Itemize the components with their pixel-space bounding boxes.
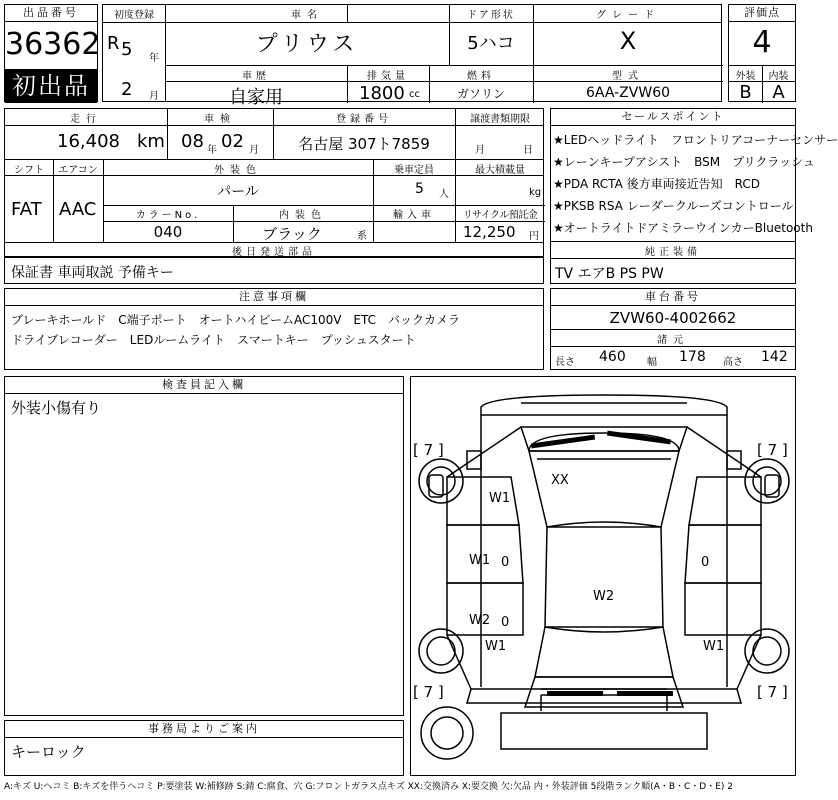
lot-box (4, 4, 101, 102)
tire-rl: [ 7 ] (413, 683, 444, 701)
load-unit: kg (529, 187, 542, 198)
car-name-label: 車名 (291, 10, 323, 21)
hei-label: 高さ (723, 357, 743, 368)
width: 178 (679, 349, 706, 365)
zero-mark-2: 0 (501, 615, 510, 630)
notes-line1: ブレーキホールド C端子ポート オートハイビームAC100V ETC バックカメラ (11, 313, 461, 327)
doc-label: 譲渡書類期限 (470, 114, 530, 125)
color-no: 040 (153, 223, 183, 241)
dims-label: 諸元 (657, 335, 689, 346)
first-listing-badge: 初出品 (5, 69, 97, 103)
model-label: 型式 (612, 71, 644, 82)
zero-mark-1: 0 (501, 555, 510, 570)
int-label: 内装 (768, 71, 789, 82)
lot-label: 出品番号 (5, 5, 97, 22)
ext-color-label: 外装色 (214, 165, 262, 176)
lot-number: 36362 (5, 27, 101, 62)
mileage: 16,408 (57, 131, 120, 152)
sales-point-item: ★レーンキープアシスト BSM プリクラッシュ (553, 155, 815, 169)
notes-label: 注意事項欄 (5, 289, 543, 306)
lf-door-mark: W1 (469, 553, 491, 568)
first-reg-year: 5 (121, 39, 133, 60)
tire-rr: [ 7 ] (757, 683, 788, 701)
mileage-label: 走行 (70, 114, 102, 125)
door-type: 5ハコ (467, 33, 515, 54)
capacity-unit: 人 (439, 189, 449, 200)
fuel-label: 燃料 (467, 71, 495, 82)
chassis-number: ZVW60-4002662 (609, 309, 737, 327)
recycle: 12,250 (463, 223, 516, 241)
roof-mark: W2 (593, 589, 615, 604)
year-unit: 年 (149, 53, 159, 64)
recycle-unit: 円 (529, 231, 539, 242)
height: 142 (761, 349, 788, 365)
chassis-box (550, 288, 796, 370)
later-parts-box (4, 256, 544, 284)
genuine-equipment: TV エアB PS PW (555, 266, 664, 282)
mileage-unit: km (137, 131, 165, 152)
int-color-unit: 系 (357, 231, 367, 242)
history-label: 車歴 (242, 71, 270, 82)
ext-grade: B (739, 82, 752, 103)
displacement-unit: cc (409, 89, 420, 100)
len-label: 長さ (555, 357, 575, 368)
door-label: ドア形状 (467, 10, 515, 21)
capacity: 5 (415, 181, 424, 197)
insp-year-unit: 年 (207, 145, 217, 156)
grade: X (619, 27, 637, 55)
later-parts-label: 後日発送部品 (232, 247, 316, 258)
history: 自家用 (229, 87, 283, 108)
month-unit: 月 (149, 91, 159, 102)
length: 460 (599, 349, 626, 365)
ext-label: 外装 (735, 71, 756, 82)
tire-fr: [ 7 ] (757, 441, 788, 459)
inspector-box (4, 376, 404, 716)
score: 4 (752, 25, 772, 60)
score-label: 評価点 (729, 5, 795, 22)
score-box (728, 4, 796, 102)
lf-fender-mark: W1 (489, 491, 511, 506)
ac: AAC (59, 199, 97, 220)
spec-box (4, 108, 544, 258)
reg-label: 登録番号 (336, 114, 392, 125)
import-label: 輸入車 (393, 210, 435, 221)
legend: A:キズ U:ヘコミ B:キズを伴うヘコミ P:要塗装 W:補修跡 S:錆 C:腐食、穴 G:フロントガラス点キズ XX:交換済み X:要交換 欠:欠品 内・外装評価 5段階ランク順(A・B・C・D・E) 2 (4, 782, 734, 792)
ext-color: パール (217, 184, 259, 200)
model: 6AA-ZVW60 (585, 85, 671, 101)
sales-point-item: ★PDA RCTA 後方車両接近告知 RCD (553, 177, 760, 191)
displacement: 1800 (359, 83, 405, 104)
wid-label: 幅 (647, 357, 657, 368)
doc-day-unit: 日 (523, 145, 533, 156)
damage-diagram (410, 376, 796, 776)
int-grade: A (772, 82, 785, 103)
color-no-label: カラーNo. (135, 210, 201, 221)
inspector-label: 検査員記入欄 (5, 377, 403, 394)
tire-fl: [ 7 ] (413, 441, 444, 459)
insp-year: 08 (181, 131, 204, 152)
lr-door-mark: W2 (469, 613, 491, 628)
r-fender-mark: W1 (703, 639, 725, 654)
hood-mark: XX (551, 473, 569, 488)
genuine-label: 純正装備 (645, 247, 701, 258)
inspector-comment: 外装小傷有り (11, 399, 102, 417)
notes-box (4, 288, 544, 370)
sales-points-label: セールスポイント (551, 109, 795, 126)
office-note: キーロック (11, 743, 86, 761)
insp-month-unit: 月 (249, 145, 259, 156)
sales-point-item: ★LEDヘッドライト フロントリアコーナーセンサー (553, 133, 838, 147)
grade-label: グレード (596, 10, 660, 21)
chassis-label: 車台番号 (551, 289, 795, 306)
office-box (4, 720, 404, 776)
sales-point-item: ★PKSB RSA レーダークルーズコントロール (553, 199, 794, 213)
era: R (107, 33, 120, 54)
int-color: ブラック (262, 225, 322, 243)
capacity-label: 乗車定員 (394, 165, 434, 176)
displacement-label: 排気量 (367, 71, 409, 82)
int-color-label: 内装色 (279, 210, 327, 221)
zero-mark-3: 0 (701, 555, 710, 570)
car-name: プリウス (255, 32, 359, 57)
load-label: 最大積載量 (475, 165, 525, 176)
fuel: ガソリン (456, 87, 505, 101)
inspection-label: 車検 (204, 114, 236, 125)
notes-line2: ドライブレコーダー LEDルームライト スマートキー プッシュスタート (11, 333, 416, 347)
shift-label: シフト (14, 165, 44, 176)
car-diagram-svg (411, 377, 797, 777)
shift: FAT (11, 199, 42, 220)
lr-fender-mark: W1 (485, 639, 507, 654)
doc-month-unit: 月 (475, 145, 485, 156)
sales-point-item: ★オートライトドアミラーウインカーBluetooth (553, 221, 813, 235)
later-parts: 保証書 車両取説 予備キー (11, 265, 174, 281)
first-reg-label: 初度登録 (114, 10, 154, 21)
reg-number: 名古屋 307ト7859 (298, 135, 430, 153)
first-reg-month: 2 (121, 79, 133, 100)
top-info (102, 4, 722, 108)
ac-label: エアコン (58, 165, 98, 176)
sales-points-box (550, 108, 838, 284)
insp-month: 02 (221, 131, 244, 152)
office-label: 事務局よりご案内 (5, 721, 403, 738)
recycle-label: リサイクル預託金 (462, 210, 538, 221)
